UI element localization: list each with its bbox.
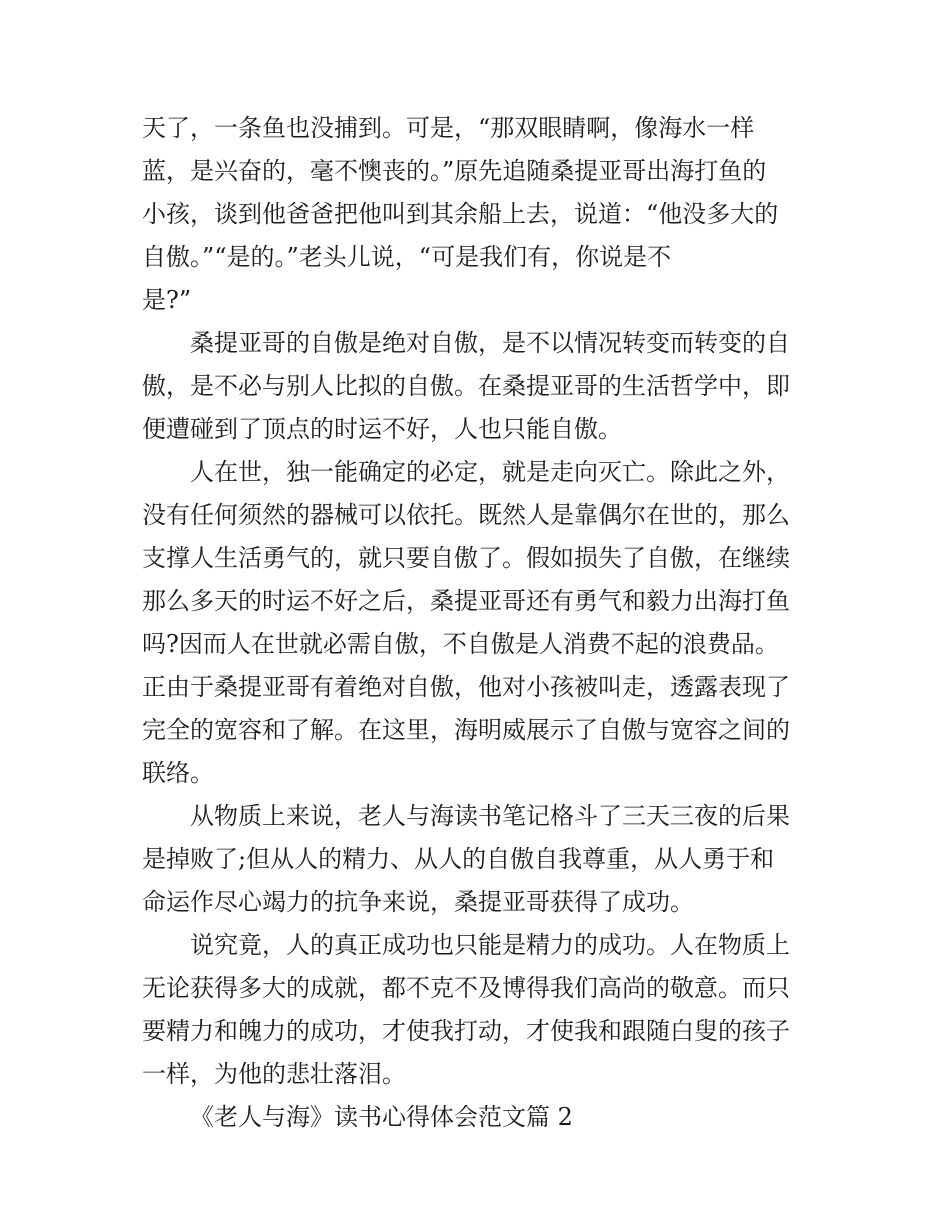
paragraph-start-line: 说究竟，人的真正成功也只能是精力的成功。人在物质上 [190, 931, 790, 959]
text-line: 傲，是不必与别人比拟的自傲。在桑提亚哥的生活哲学中，即 [142, 372, 790, 400]
text-line: 那么多天的时运不好之后，桑提亚哥还有勇气和毅力出海打鱼 [142, 587, 790, 615]
text-line: 自傲。”“是的。”老头儿说，“可是我们有，你说是不 [142, 243, 672, 271]
text-line: 支撑人生活勇气的，就只要自傲了。假如损失了自傲，在继续 [142, 544, 790, 572]
text-line: 小孩，谈到他爸爸把他叫到其余船上去，说道：“他没多大的 [142, 200, 779, 228]
paragraph-start-line: 桑提亚哥的自傲是绝对自傲，是不以情况转变而转变的自 [190, 329, 790, 357]
text-line: 吗?因而人在世就必需自傲，不自傲是人消费不起的浪费品。 [142, 630, 779, 658]
body-text [142, 107, 822, 1139]
text-line: 没有任何须然的器械可以依托。既然人是靠偶尔在世的，那么 [142, 501, 790, 529]
text-line: 联络。 [142, 759, 214, 787]
paragraph-start-line: 人在世，独一能确定的必定，就是走向灭亡。除此之外， [190, 458, 790, 486]
text-line: 天了，一条鱼也没捕到。可是，“那双眼睛啊，像海水一样 [142, 114, 755, 142]
paragraph-start-line: 从物质上来说，老人与海读书笔记格斗了三天三夜的后果 [190, 802, 790, 830]
text-line: 完全的宽容和了解。在这里，海明威展示了自傲与宽容之间的 [142, 716, 790, 744]
text-line: 是?” [142, 286, 192, 314]
section-heading: 《老人与海》读书心得体会范文篇 2 [190, 1103, 573, 1131]
text-line: 无论获得多大的成就，都不克不及博得我们高尚的敬意。而只 [142, 974, 790, 1002]
text-line: 命运作尽心竭力的抗争来说，桑提亚哥获得了成功。 [142, 888, 694, 916]
text-line: 一样，为他的悲壮落泪。 [142, 1060, 406, 1088]
text-line: 正由于桑提亚哥有着绝对自傲，他对小孩被叫走，透露表现了 [142, 673, 790, 701]
text-line: 蓝，是兴奋的，毫不懊丧的。”原先追随桑提亚哥出海打鱼的 [142, 157, 767, 185]
text-line: 要精力和魄力的成功，才使我打动，才使我和跟随白叟的孩子 [142, 1017, 790, 1045]
text-line: 是掉败了;但从人的精力、从人的自傲自我尊重，从人勇于和 [142, 845, 775, 873]
text-line: 便遭碰到了顶点的时运不好，人也只能自傲。 [142, 415, 622, 443]
